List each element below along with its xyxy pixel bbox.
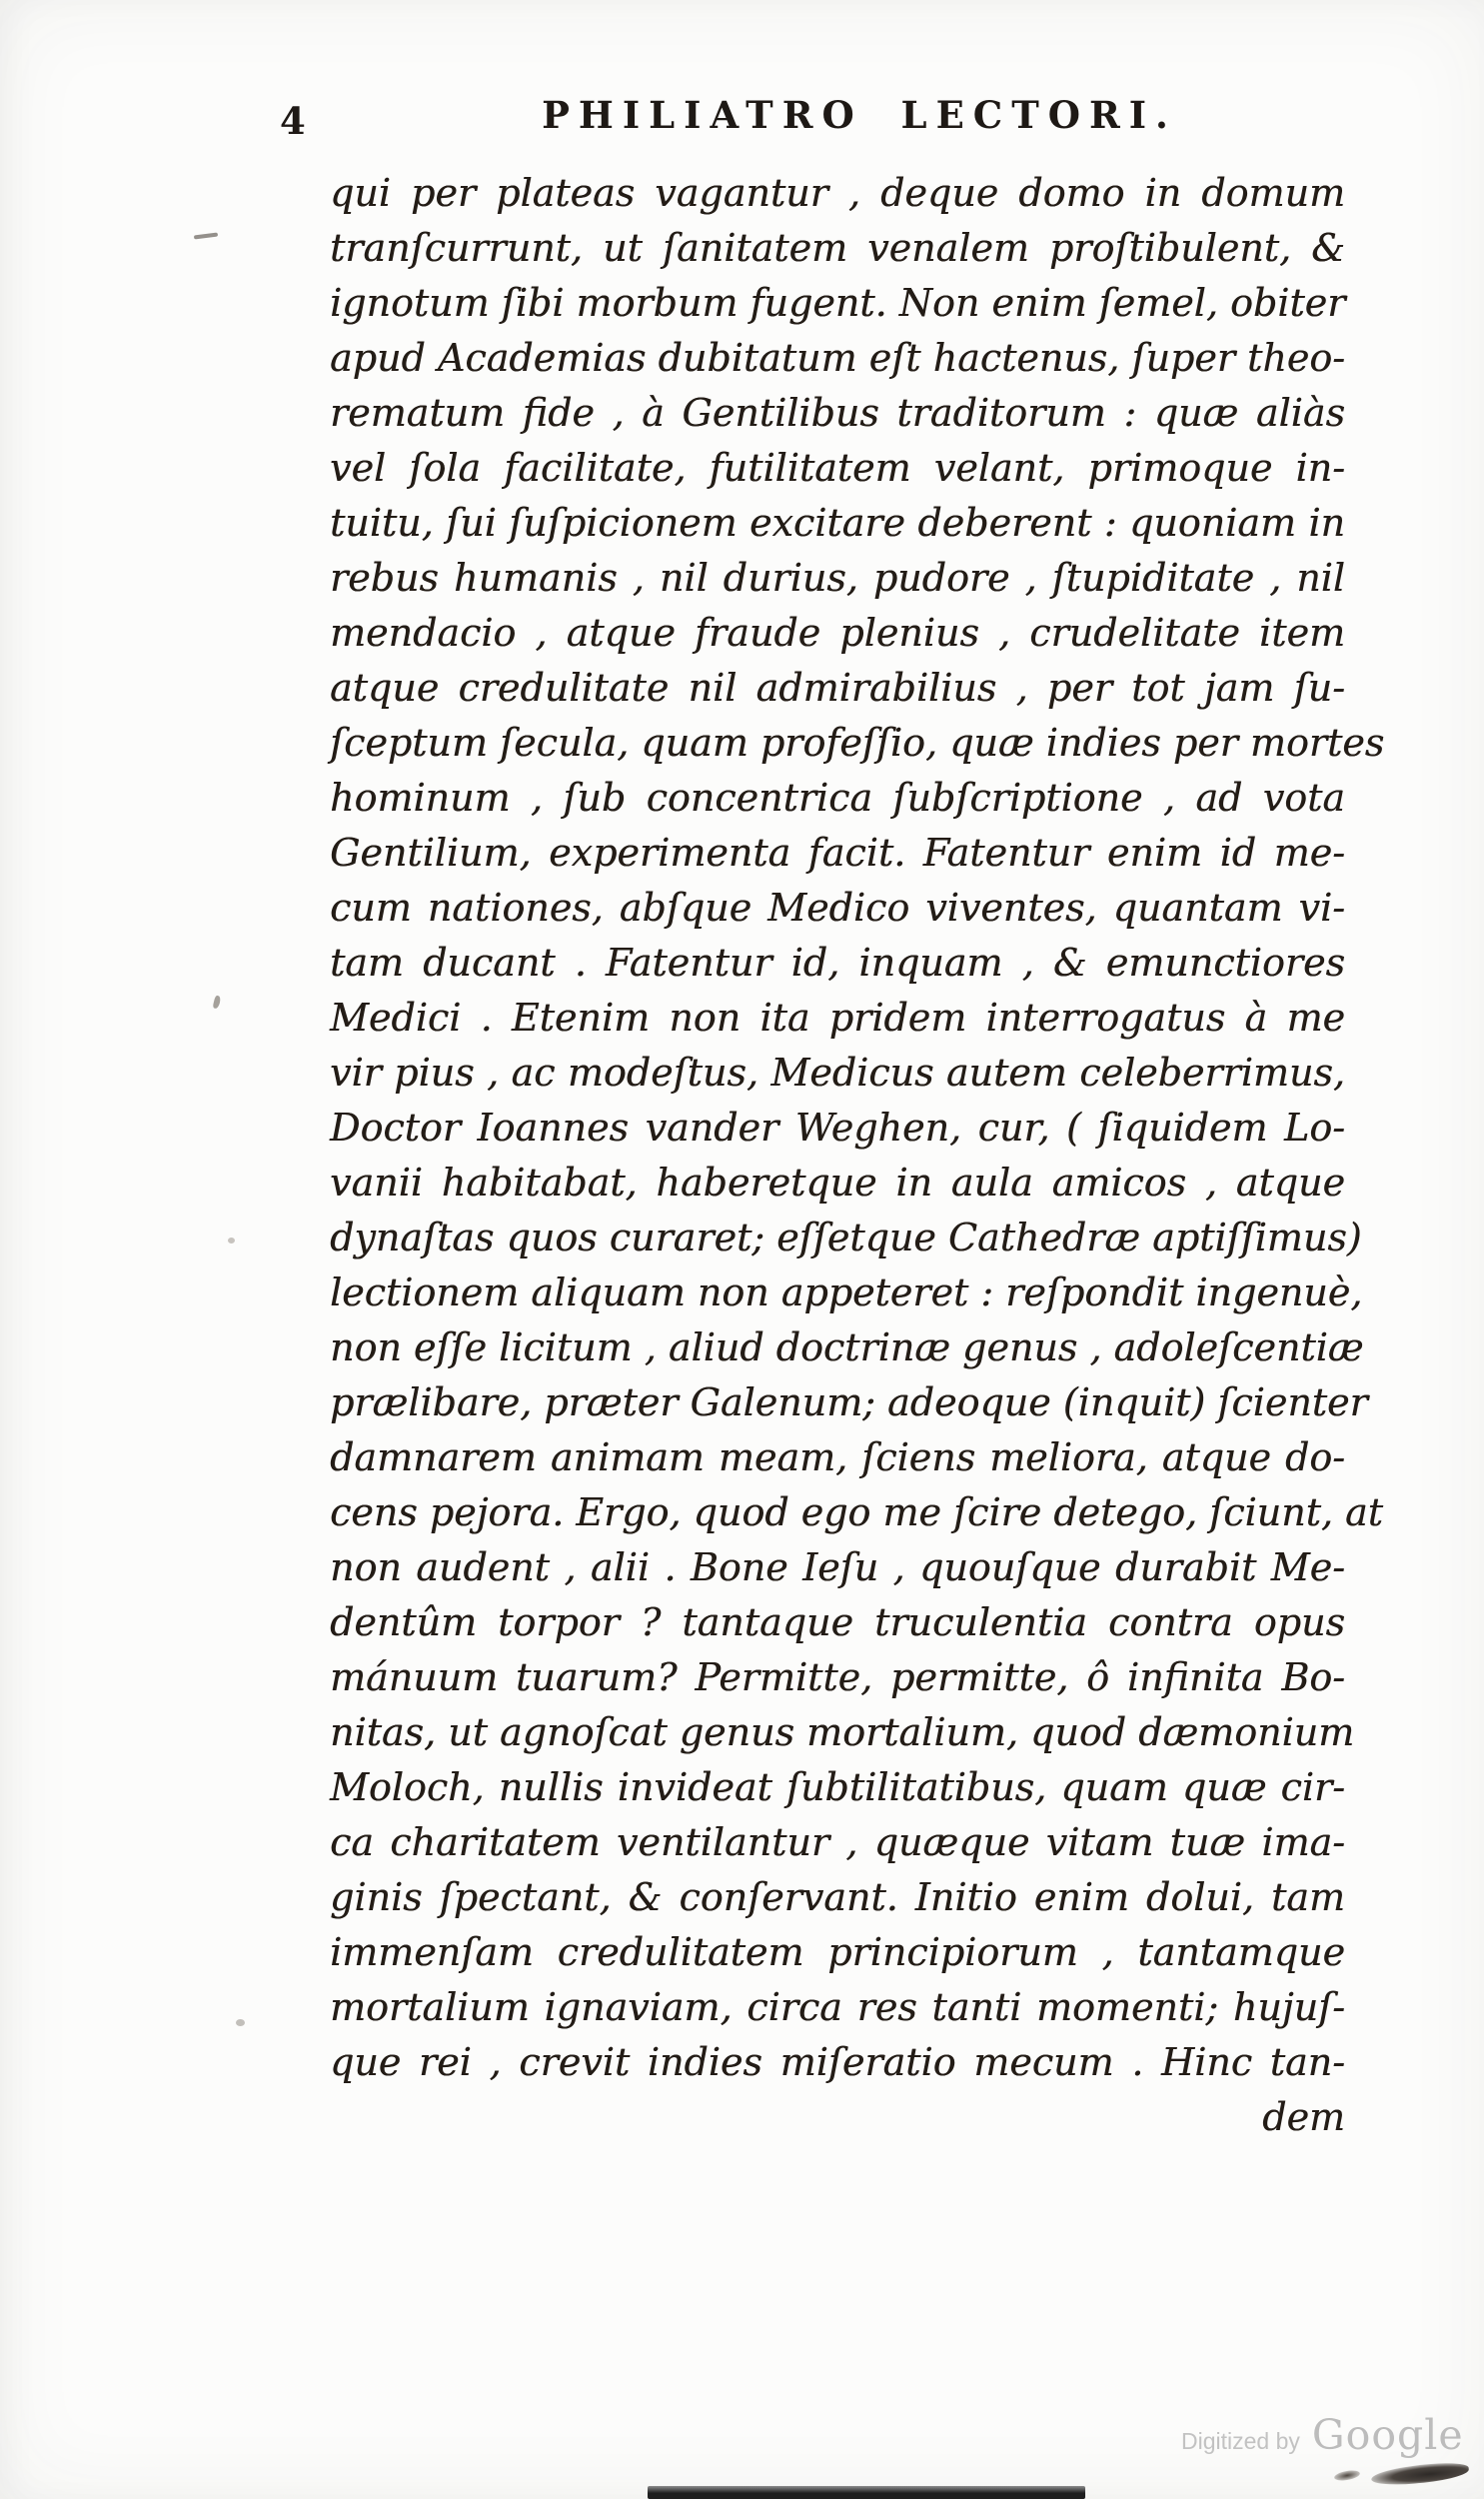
text-line: tranſcurrunt, ut ſanitatem venalem proſtibulent, & [330,226,1345,270]
text-line: que rei , crevit indies miſeratio mecum . Hinc tan- [330,2040,1345,2084]
ink-smudge [1333,2469,1360,2482]
text-line: dentûm torpor ? tantaque truculentia contra opus [330,1600,1345,1644]
google-logo: Google [1311,2411,1464,2459]
folio-page-number: 4 [280,99,306,143]
text-line: tuitu, ſui ſuſpicionem excitare deberent : quoniam in [330,501,1345,545]
digitization-watermark [1181,2411,1464,2459]
text-line: rebus humanis , nil durius, pudore , ſtupiditate , nil [330,556,1345,600]
text-line: atque credulitate nil admirabilius , per tot jam ſu- [330,666,1345,710]
text-line: mendacio , atque fraude plenius , crudelitate item [330,611,1345,655]
running-header: PHILIATRO LECTORI. [542,93,1177,137]
body-text-lines [330,166,1385,2090]
text-line: Moloch, nullis invideat ſubtilitatibus, quam quæ cir- [330,1765,1345,1809]
text-line: Medici . Etenim non ita pridem interrogatus à me [330,996,1345,1040]
text-line: cum nationes, abſque Medico viventes, quantam vi- [330,886,1345,930]
text-line: mánuum tuarum? Permitte, permitte, ô infinita Bo- [330,1655,1345,1699]
margin-ink-speck [228,1238,235,1244]
text-line: Doctor Ioannes vander Weghen, cur, ( ſiquidem Lo- [330,1106,1345,1150]
watermark-prefix: Digitized by [1181,2428,1300,2454]
text-line: damnarem animam meam, ſciens meliora, atque do- [330,1435,1345,1479]
text-line: ignotum ſibi morbum fugent. Non enim ſemel, obiter [330,281,1346,325]
text-line: apud Academias dubitatum eſt hactenus, ſuper theo- [330,336,1345,380]
text-line: vanii habitabat, haberetque in aula amicos , atque [330,1161,1345,1205]
text-line: nitas, ut agnoſcat genus mortalium, quod dæmonium [330,1710,1355,1754]
text-line: non eſſe licitum , aliud doctrinæ genus , adoleſcentiæ [330,1325,1364,1369]
text-line: ſceptum ſecula, quam profeſſio, quæ indies per mortes [330,721,1385,765]
text-line: qui per plateas vagantur , deque domo in domum [330,171,1345,215]
body-text [330,166,1385,2145]
text-line: rematum fide , à Gentilibus traditorum : quæ aliàs [330,391,1345,435]
text-line: vel ſola facilitate, futilitatem velant, primoque in- [330,446,1345,490]
catchword: dem [1262,2095,1345,2139]
text-line: mortalium ignaviam, circa res tanti momenti; hujuſ- [330,1985,1345,2029]
margin-ink-speck [236,2019,245,2026]
text-line: ginis ſpectant, & conſervant. Initio enim dolui, tam [330,1875,1345,1919]
margin-ink-mark [194,233,218,240]
ink-smudge [1370,2461,1469,2487]
text-line: dynaſtas quos curaret; eſſetque Cathedræ aptiſſimus) [330,1216,1362,1259]
text-line: cens pejora. Ergo, quod ego me ſcire detego, ſciunt, at [330,1490,1383,1534]
text-line: non audent , alii . Bone Ieſu , quouſque durabit Me- [330,1545,1345,1589]
scan-edge-bar [648,2486,1085,2499]
text-line: ca charitatem ventilantur , quæque vitam tuæ ima- [330,1820,1345,1864]
text-line: lectionem aliquam non appeteret : reſpondit ingenuè, [330,1270,1363,1314]
text-line: prælibare, præter Galenum; adeoque (inquit) ſcienter [330,1380,1368,1424]
text-line: immenſam credulitatem principiorum , tantamque [330,1930,1345,1974]
text-line: hominum , ſub concentrica ſubſcriptione , ad vota [330,776,1345,820]
text-line: tam ducant . Fatentur id, inquam , & emunctiores [330,941,1345,985]
text-line: vir pius , ac modeſtus, Medicus autem celeberrimus, [330,1051,1345,1095]
text-line: Gentilium, experimenta facit. Fatentur enim id me- [330,831,1345,875]
margin-ink-mark [213,995,222,1009]
